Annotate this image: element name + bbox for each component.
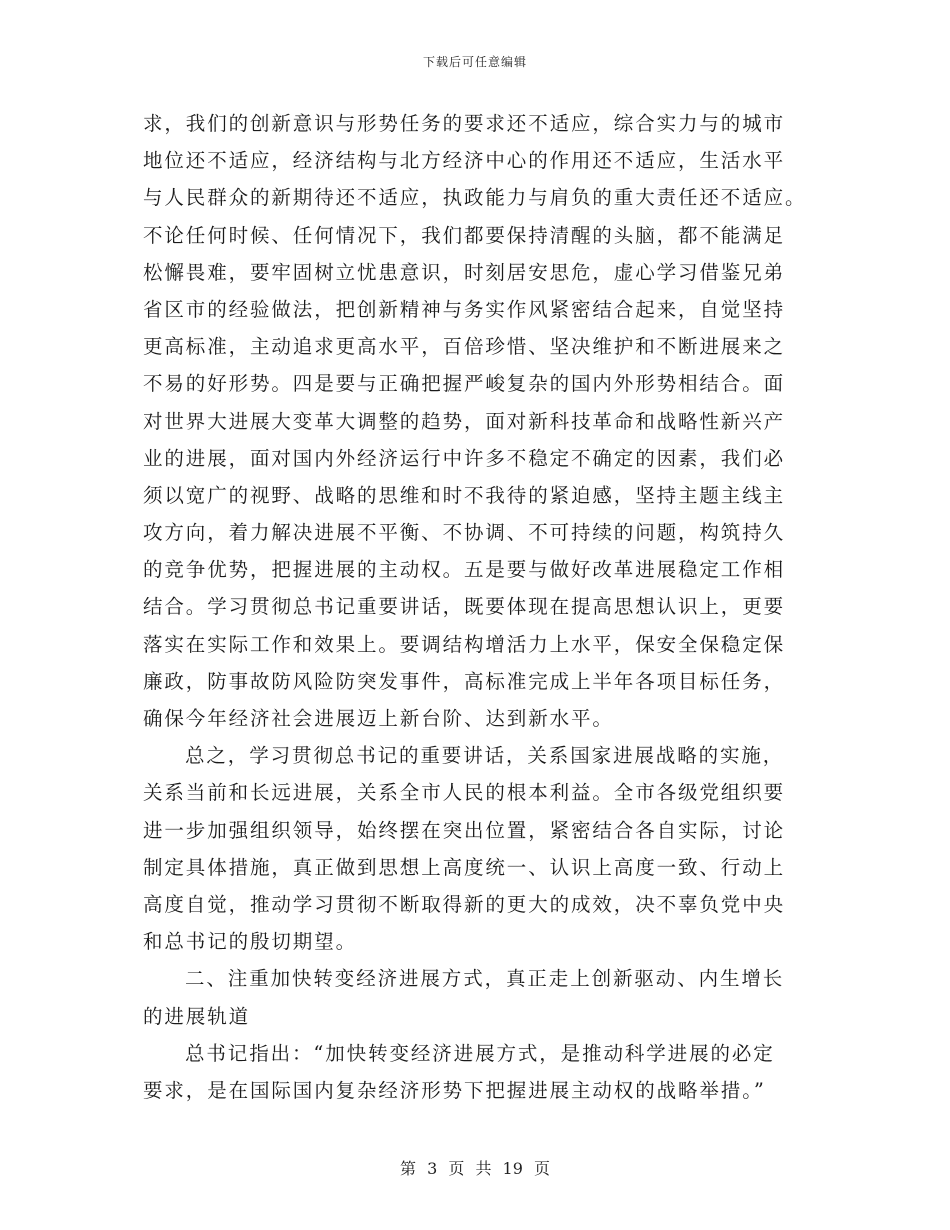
- footer-current-page: 3: [427, 1159, 438, 1178]
- body-line: 确保今年经济社会进展迈上新台阶、达到新水平。: [143, 707, 614, 730]
- footer-suffix: 页: [534, 1159, 551, 1178]
- paragraph-start-line: 总书记指出：“加快转变经济进展方式，是推动科学进展的必定: [185, 1041, 775, 1065]
- body-line: 关系当前和长远进展，关系全市人民的根本利益。全市各级党组织要: [143, 781, 786, 805]
- body-line: 业的进展，面对国内外经济运行中许多不稳定不确定的因素，我们必: [143, 446, 786, 470]
- body-line: 地位还不适应，经济结构与北方经济中心的作用还不适应，生活水平: [143, 149, 786, 173]
- body-line: 不易的好形势。四是要与正确把握严峻复杂的国内外形势相结合。面: [143, 372, 786, 396]
- body-line: 求，我们的创新意识与形势任务的要求还不适应，综合实力与的城市: [143, 112, 786, 135]
- body-line: 松懈畏难，要牢固树立忧患意识，时刻居安思危，虚心学习借鉴兄弟: [143, 260, 786, 284]
- header-text: 下载后可任意编辑: [422, 55, 527, 69]
- body-line: 省区市的经验做法，把创新精神与务实作风紧密结合起来，自觉坚持: [143, 297, 786, 321]
- page-header: [0, 53, 950, 70]
- body-line: 对世界大进展大变革大调整的趋势，面对新科技革命和战略性新兴产: [143, 409, 786, 433]
- page-footer: [0, 1156, 950, 1179]
- section-heading-line: 二、注重加快转变经济进展方式，真正走上创新驱动、内生增长: [185, 967, 785, 991]
- body-line: 与人民群众的新期待还不适应，执政能力与肩负的重大责任还不适应。: [143, 186, 807, 210]
- body-line: 攻方向，着力解决进展不平衡、不协调、不可持续的问题，构筑持久: [143, 521, 786, 545]
- footer-prefix: 第: [399, 1159, 416, 1178]
- body-line: 廉政，防事故防风险防突发事件，高标准完成上半年各项目标任务，: [143, 669, 786, 693]
- paragraph-start-line: 总之，学习贯彻总书记的重要讲话，关系国家进展战略的实施，: [185, 744, 785, 768]
- footer-total-pages: 19: [502, 1159, 523, 1178]
- body-line: 落实在实际工作和效果上。要调结构增活力上水平，保安全保稳定保: [143, 632, 786, 656]
- body-line: 和总书记的殷切期望。: [143, 930, 358, 954]
- body-line: 要求，是在国际国内复杂经济形势下把握进展主动权的战略举措。”: [143, 1078, 766, 1102]
- section-heading-line: 的进展轨道: [143, 1004, 251, 1028]
- document-body: [143, 105, 813, 1109]
- body-line: 结合。学习贯彻总书记重要讲话，既要体现在提高思想认识上，更要: [143, 595, 786, 619]
- body-line: 不论任何时候、任何情况下，我们都要保持清醒的头脑，都不能满足: [143, 223, 786, 247]
- body-line: 制定具体措施，真正做到思想上高度统一、认识上高度一致、行动上: [143, 855, 786, 879]
- body-line: 的竞争优势，把握进展的主动权。五是要与做好改革进展稳定工作相: [143, 558, 786, 582]
- body-line: 高度自觉，推动学习贯彻不断取得新的更大的成效，决不辜负党中央: [143, 892, 786, 916]
- body-line: 须以宽广的视野、战略的思维和时不我待的紧迫感，坚持主题主线主: [143, 483, 786, 507]
- footer-middle: 页 共: [448, 1159, 492, 1178]
- body-line: 更高标准，主动追求更高水平，百倍珍惜、坚决维护和不断进展来之: [143, 335, 786, 359]
- body-line: 进一步加强组织领导，始终摆在突出位置，紧密结合各自实际，讨论: [143, 818, 786, 842]
